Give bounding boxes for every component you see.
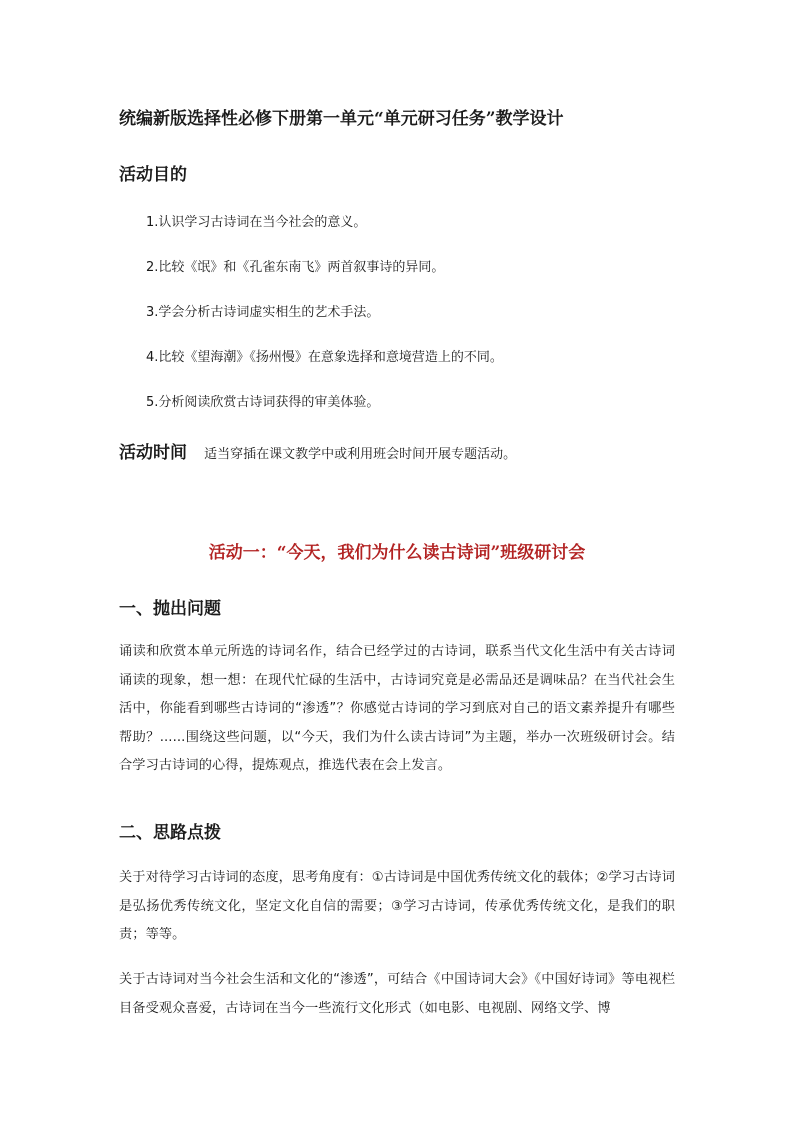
goals-list bbox=[146, 210, 503, 435]
goal-item: 4.比较《望海潮》《扬州慢》在意象选择和意境营造上的不同。 bbox=[146, 350, 503, 365]
activity-time-row bbox=[119, 438, 516, 463]
section1-heading: 一、抛出问题 bbox=[119, 599, 221, 619]
document-title: 统编新版选择性必修下册第一单元“单元研习任务”教学设计 bbox=[119, 109, 564, 129]
activity-one-title: 活动一：“今天，我们为什么读古诗词”班级研讨会 bbox=[208, 543, 586, 563]
goal-item: 2.比较《氓》和《孔雀东南飞》两首叙事诗的异同。 bbox=[146, 260, 445, 275]
section1-paragraph: 诵读和欣赏本单元所选的诗词名作，结合已经学过的古诗词，联系当代文化生活中有关古诗词诵读的现象，想一想：在现代忙碌的生活中，古诗词究竟是必需品还是调味品？在当代社会生活中，你能看到哪些古诗词的“渗透”？你感觉古诗词的学习到底对自己的语文素养提升有哪些帮助？......围绕这些问题，以“今天，我们为什么读古诗词”为主题，举办一次班级研讨会。结合学习古诗词的心得，提炼观点，推选代表在会上发言。 bbox=[119, 644, 675, 773]
section2-heading: 二、思路点拨 bbox=[119, 823, 221, 843]
section2-paragraph-2: 关于古诗词对当今社会生活和文化的“渗透”，可结合《中国诗词大会》《中国好诗词》等电视栏目备受观众喜爱，古诗词在当今一些流行文化形式（如电影、电视剧、网络文学、博 bbox=[119, 972, 675, 1016]
goal-item: 3.学会分析古诗词虚实相生的艺术手法。 bbox=[146, 305, 380, 320]
time-text: 适当穿插在课文教学中或利用班会时间开展专题活动。 bbox=[204, 447, 517, 462]
section2-paragraph-1: 关于对待学习古诗词的态度，思考角度有：①古诗词是中国优秀传统文化的载体；②学习古诗词是弘扬优秀传统文化，坚定文化自信的需要；③学习古诗词，传承优秀传统文化，是我们的职责；等等。 bbox=[119, 870, 675, 942]
goals-heading: 活动目的 bbox=[119, 165, 187, 185]
goal-item: 5.分析阅读欣赏古诗词获得的审美体验。 bbox=[146, 395, 380, 410]
goal-item: 1.认识学习古诗词在当今社会的意义。 bbox=[146, 215, 367, 230]
time-heading: 活动时间 bbox=[119, 443, 187, 463]
